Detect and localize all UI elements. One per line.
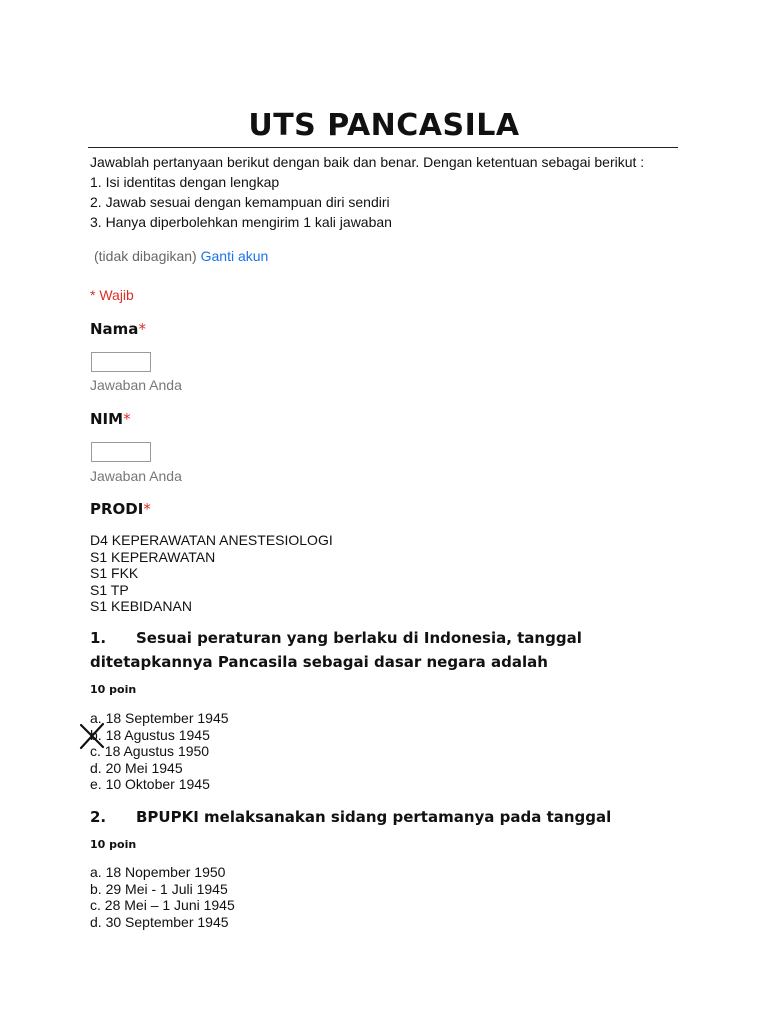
required-star: * [123,410,131,428]
question-2-text: BPUPKI melaksanakan sidang pertamanya pada tanggal [136,808,612,826]
question-2-line1 [90,805,690,829]
question-1-options [90,710,229,793]
question-2-option[interactable]: c. 28 Mei – 1 Juni 1945 [90,897,235,913]
question-2-option[interactable]: b. 29 Mei - 1 Juli 1945 [90,880,228,897]
question-2 [90,805,690,829]
question-2-option[interactable]: a. 18 Nopember 1950 [90,864,226,880]
nama-input[interactable] [91,352,151,372]
form-title: UTS PANCASILA [248,108,520,143]
question-1-number: 1. [90,629,107,647]
prodi-options [90,532,333,615]
nama-label-text: Nama [90,320,139,338]
instruction-line: 2. Jawab sesuai dengan kemampuan diri sendiri [90,194,390,210]
instruction-line: Jawablah pertanyaan berikut dengan baik dan benar. Dengan ketentuan sebagai berikut : [90,154,645,170]
account-note: (tidak dibagikan) [94,248,197,264]
prodi-option[interactable]: D4 KEPERAWATAN ANESTESIOLOGI [90,532,333,548]
prodi-option[interactable]: S1 FKK [90,565,139,581]
nama-label [90,320,146,338]
question-1 [90,626,690,674]
account-line [94,248,268,264]
prodi-option[interactable]: S1 KEBIDANAN [90,598,192,614]
question-1-option[interactable]: a. 18 September 1945 [90,710,229,726]
nama-hint: Jawaban Anda [90,377,182,393]
question-1-points: 10 poin [90,683,137,696]
question-1-line1 [90,626,690,650]
prodi-label [90,500,151,518]
question-2-points: 10 poin [90,838,137,851]
form-instructions [90,152,644,232]
prodi-label-text: PRODI [90,500,144,518]
instruction-line: 1. Isi identitas dengan lengkap [90,174,280,190]
question-2-option[interactable]: d. 30 September 1945 [90,913,229,930]
nim-label-text: NIM [90,410,124,428]
question-2-options [90,864,235,930]
switch-account-link[interactable]: Ganti akun [200,248,269,264]
nim-label [90,410,131,428]
prodi-option[interactable]: S1 TP [90,581,129,598]
answer-cross-mark-icon [78,722,106,750]
required-star: * [143,500,151,518]
question-1-option[interactable]: c. 18 Agustus 1950 [90,743,210,759]
prodi-option[interactable]: S1 KEPERAWATAN [90,548,216,565]
question-1-option[interactable]: d. 20 Mei 1945 [90,759,183,776]
nim-hint: Jawaban Anda [90,468,182,484]
title-divider [88,147,678,148]
question-2-number: 2. [90,808,107,826]
nim-input[interactable] [91,442,151,462]
question-1-option[interactable]: b. 18 Agustus 1945 [90,726,210,743]
instruction-line: 3. Hanya diperbolehkan mengirim 1 kali jawaban [90,214,392,230]
required-note: * Wajib [90,287,134,303]
question-1-text: Sesuai peraturan yang berlaku di Indonesia, tanggal [136,629,582,647]
question-1-line2: ditetapkannya Pancasila sebagai dasar negara adalah [90,653,548,671]
question-1-option[interactable]: e. 10 Oktober 1945 [90,776,210,792]
required-star: * [138,320,146,338]
